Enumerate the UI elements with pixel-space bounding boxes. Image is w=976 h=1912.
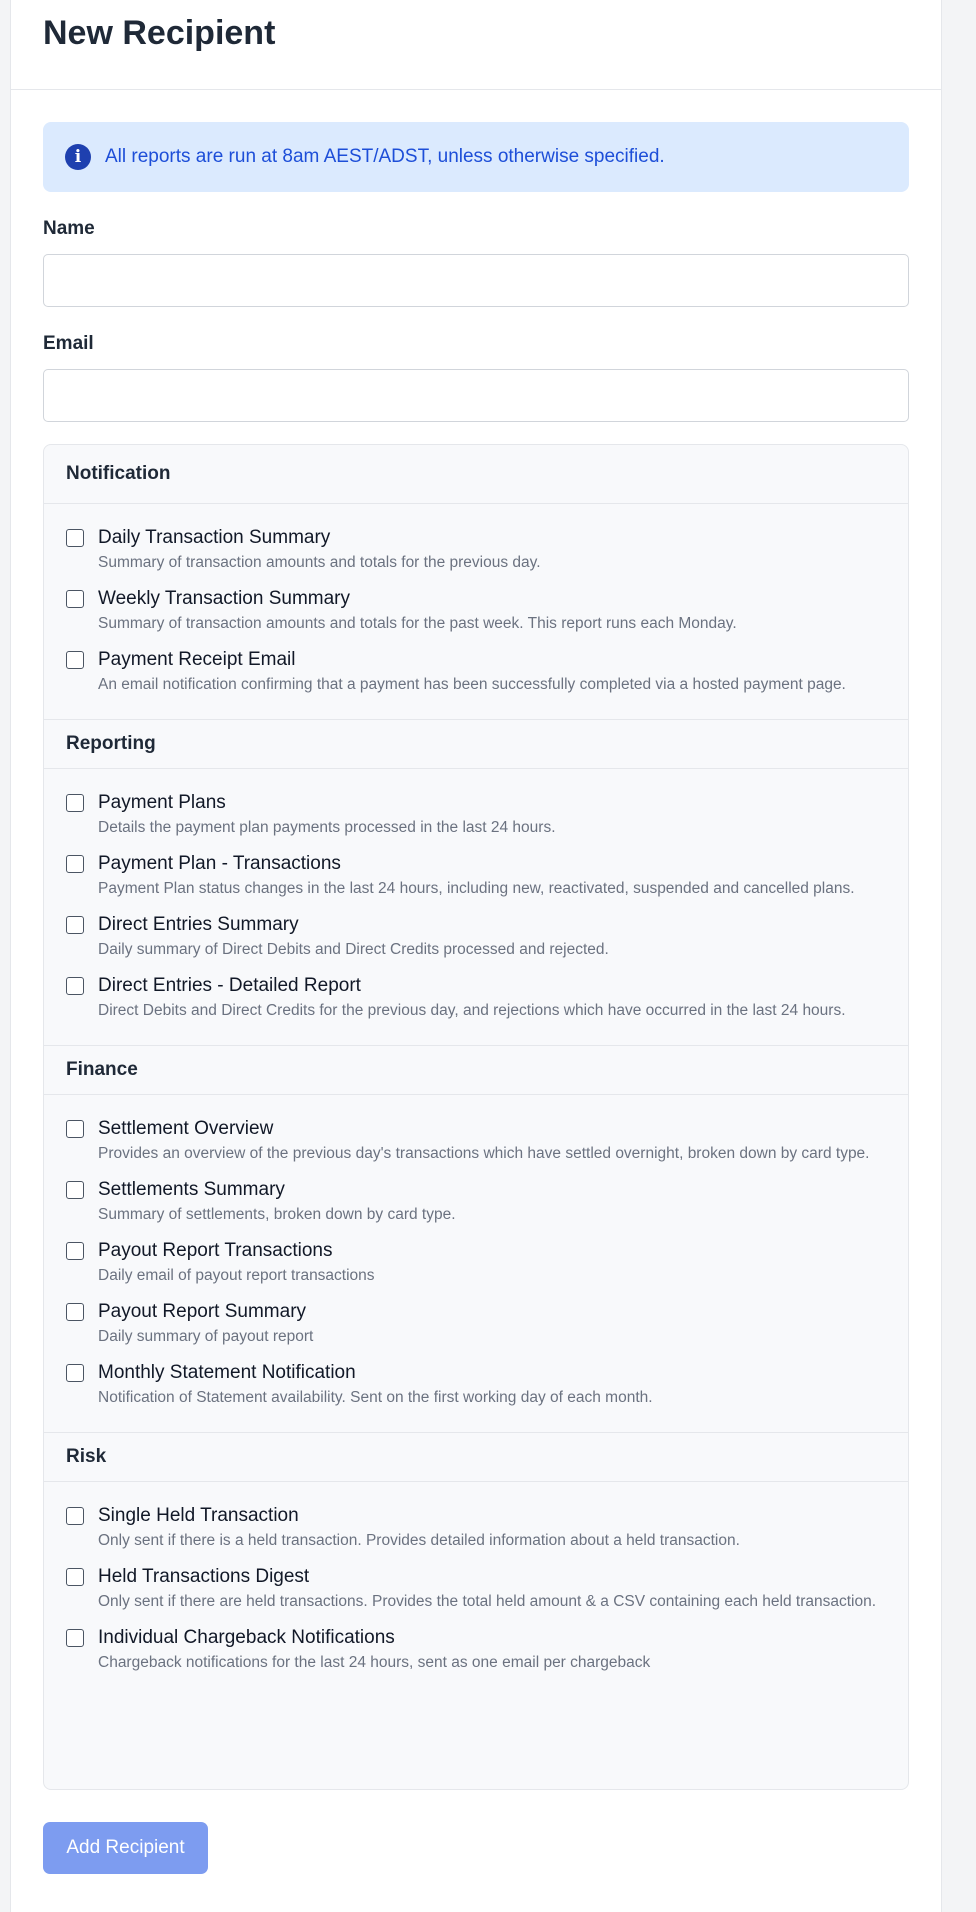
report-option[interactable] (66, 587, 886, 634)
group-finance (44, 1045, 908, 1432)
add-recipient-button[interactable]: Add Recipient (43, 1822, 208, 1874)
report-checkbox[interactable] (66, 1364, 84, 1382)
report-option-text (98, 1626, 886, 1673)
report-option[interactable] (66, 1117, 886, 1164)
report-checkbox[interactable] (66, 794, 84, 812)
report-option-text (98, 648, 886, 695)
group-header: Finance (44, 1045, 908, 1095)
info-alert (43, 122, 909, 192)
report-option[interactable] (66, 1239, 886, 1286)
report-description: Daily summary of payout report (98, 1328, 314, 1345)
report-description: Provides an overview of the previous day's transactions which have settled overnight, broken down by card type. (98, 1145, 870, 1162)
report-option[interactable] (66, 852, 886, 899)
page-header (11, 0, 941, 90)
report-checkbox[interactable] (66, 1303, 84, 1321)
report-checkbox[interactable] (66, 855, 84, 873)
report-checkbox[interactable] (66, 1507, 84, 1525)
report-option[interactable] (66, 1565, 886, 1612)
report-title[interactable]: Direct Entries - Detailed Report (98, 975, 361, 996)
report-description: An email notification confirming that a payment has been successfully completed via a hosted payment page. (98, 676, 846, 693)
report-option[interactable] (66, 913, 886, 960)
info-icon: i (65, 144, 91, 170)
report-description: Chargeback notifications for the last 24 hours, sent as one email per chargeback (98, 1654, 651, 1671)
recipient-panel (10, 0, 942, 1912)
report-checkbox[interactable] (66, 916, 84, 934)
report-title[interactable]: Payout Report Summary (98, 1301, 307, 1322)
report-checkbox[interactable] (66, 1120, 84, 1138)
report-title[interactable]: Settlement Overview (98, 1118, 274, 1139)
info-alert-text: All reports are run at 8am AEST/ADST, unless otherwise specified. (105, 146, 665, 167)
report-option-text (98, 526, 886, 573)
report-option-text (98, 1178, 886, 1225)
report-description: Only sent if there is a held transaction. Provides detailed information about a held transaction. (98, 1532, 740, 1549)
report-checkbox[interactable] (66, 1181, 84, 1199)
report-checkbox[interactable] (66, 1629, 84, 1647)
page-title: New Recipient (43, 14, 276, 52)
report-option-text (98, 791, 886, 838)
report-title[interactable]: Direct Entries Summary (98, 914, 299, 935)
name-input[interactable] (43, 254, 909, 307)
report-checkbox[interactable] (66, 651, 84, 669)
report-option-text (98, 1504, 886, 1551)
email-input[interactable] (43, 369, 909, 422)
report-option[interactable] (66, 1626, 886, 1673)
report-option-text (98, 974, 886, 1021)
report-option[interactable] (66, 1178, 886, 1225)
group-header: Notification (44, 445, 908, 504)
report-description: Payment Plan status changes in the last 24 hours, including new, reactivated, suspended and cancelled plans. (98, 880, 855, 897)
report-title[interactable]: Held Transactions Digest (98, 1566, 310, 1587)
report-option-text (98, 1117, 886, 1164)
report-title[interactable]: Settlements Summary (98, 1179, 285, 1200)
group-risk (44, 1432, 908, 1697)
report-title[interactable]: Weekly Transaction Summary (98, 588, 351, 609)
report-description: Summary of transaction amounts and totals for the previous day. (98, 554, 541, 571)
group-items (44, 504, 908, 719)
report-checkbox[interactable] (66, 529, 84, 547)
group-notification (44, 445, 908, 719)
report-option-text (98, 1300, 886, 1347)
group-items (44, 1095, 908, 1432)
report-option[interactable] (66, 791, 886, 838)
form-content (11, 90, 941, 1874)
report-title[interactable]: Payment Plans (98, 792, 226, 813)
report-title[interactable]: Daily Transaction Summary (98, 527, 331, 548)
group-header: Risk (44, 1432, 908, 1482)
report-groups (43, 444, 909, 1790)
report-title[interactable]: Monthly Statement Notification (98, 1362, 356, 1383)
report-checkbox[interactable] (66, 590, 84, 608)
report-option-text (98, 913, 886, 960)
group-items (44, 1482, 908, 1697)
report-description: Details the payment plan payments processed in the last 24 hours. (98, 819, 556, 836)
report-title[interactable]: Single Held Transaction (98, 1505, 299, 1526)
report-checkbox[interactable] (66, 1242, 84, 1260)
report-title[interactable]: Payout Report Transactions (98, 1240, 333, 1261)
report-title[interactable]: Individual Chargeback Notifications (98, 1627, 395, 1648)
report-option[interactable] (66, 648, 886, 695)
report-description: Notification of Statement availability. Sent on the first working day of each month. (98, 1389, 653, 1406)
report-option-text (98, 1239, 886, 1286)
report-description: Direct Debits and Direct Credits for the previous day, and rejections which have occurred in the last 24 hours. (98, 1002, 846, 1019)
report-title[interactable]: Payment Plan - Transactions (98, 853, 341, 874)
report-option-text (98, 587, 886, 634)
report-option-text (98, 1361, 886, 1408)
report-option[interactable] (66, 974, 886, 1021)
report-checkbox[interactable] (66, 1568, 84, 1586)
report-option-text (98, 852, 886, 899)
name-label: Name (43, 218, 95, 239)
report-option[interactable] (66, 526, 886, 573)
report-description: Summary of transaction amounts and totals for the past week. This report runs each Monday. (98, 615, 737, 632)
report-option[interactable] (66, 1300, 886, 1347)
report-title[interactable]: Payment Receipt Email (98, 649, 296, 670)
report-description: Summary of settlements, broken down by card type. (98, 1206, 456, 1223)
email-label: Email (43, 333, 94, 354)
report-description: Only sent if there are held transactions. Provides the total held amount & a CSV containing each held transaction. (98, 1593, 877, 1610)
report-checkbox[interactable] (66, 977, 84, 995)
report-option[interactable] (66, 1504, 886, 1551)
group-reporting (44, 719, 908, 1045)
group-header: Reporting (44, 719, 908, 769)
report-option[interactable] (66, 1361, 886, 1408)
report-description: Daily email of payout report transactions (98, 1267, 375, 1284)
report-option-text (98, 1565, 886, 1612)
report-description: Daily summary of Direct Debits and Direct Credits processed and rejected. (98, 941, 609, 958)
group-items (44, 769, 908, 1045)
